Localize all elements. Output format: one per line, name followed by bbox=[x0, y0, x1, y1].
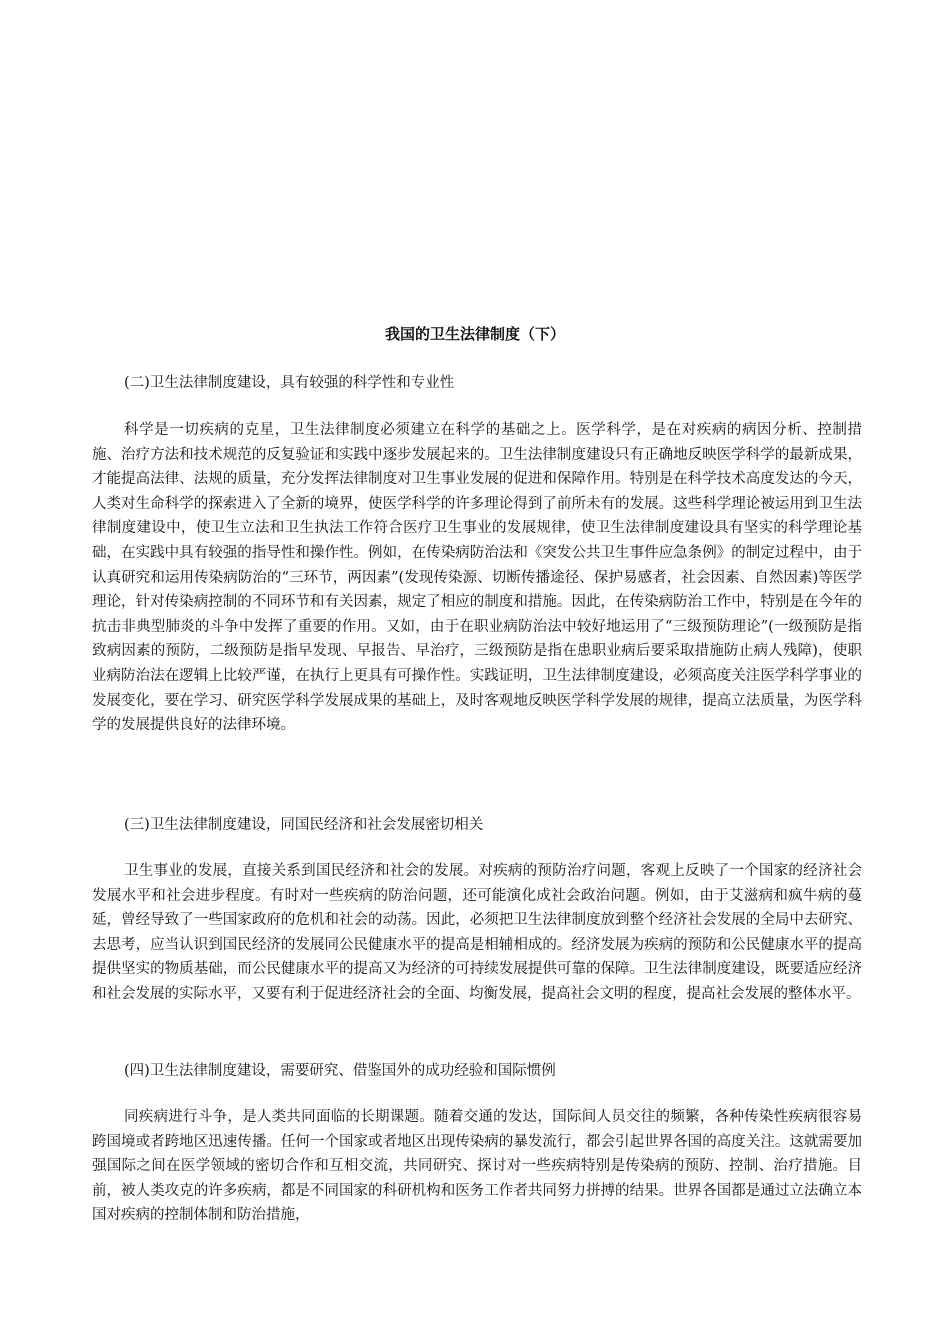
section-heading-4: (四)卫生法律制度建设，需要研究、借鉴国外的成功经验和国际惯例 bbox=[124, 1063, 556, 1079]
section-paragraph-4: 同疾病进行斗争，是人类共同面临的长期课题。随着交通的发达，国际间人员交往的频繁，各种传染性疾病很容易跨国境或者跨地区迅速传播。任何一个国家或者地区出现传染病的暴发流行，都会引起世界各国的高度关注。这就需要加强国际之间在医学领域的密切合作和互相交流，共同研究、探讨对一些疾病特别是传染病的预防、控制、治疗措施。目前，被人类攻克的许多疾病，都是不同国家的科研机构和医务工作者共同努力拼搏的结果。世界各国都是通过立法确立本国对疾病的控制体制和防治措施， bbox=[92, 1109, 862, 1224]
section-heading-2: (二)卫生法律制度建设，具有较强的科学性和专业性 bbox=[124, 375, 455, 391]
section-paragraph-3: 卫生事业的发展，直接关系到国民经济和社会的发展。对疾病的预防治疗问题，客观上反映了一个国家的经济社会发展水平和社会进步程度。有时对一些疾病的防治问题，还可能演化成社会政治问题。例如，由于艾滋病和疯牛病的蔓延，曾经导致了一些国家政府的危机和社会的动荡。因此，必须把卫生法律制度放到整个经济社会发展的全局中去研究、去思考，应当认识到国民经济的发展同公民健康水平的提高是相辅相成的。经济发展为疾病的预防和公民健康水平的提高提供坚实的物质基础，而公民健康水平的提高又为经济的可持续发展提供可靠的保障。卫生法律制度建设，既要适应经济和社会发展的实际水平，又要有利于促进经济社会的全面、均衡发展，提高社会文明的程度，提高社会发展的整体水平。 bbox=[92, 863, 862, 1002]
section-heading-3: (三)卫生法律制度建设，同国民经济和社会发展密切相关 bbox=[124, 817, 484, 833]
document-title: 我国的卫生法律制度（下） bbox=[384, 325, 565, 343]
section-paragraph-2: 科学是一切疾病的克星，卫生法律制度必须建立在科学的基础之上。医学科学，是在对疾病的病因分析、控制措施、治疗方法和技术规范的反复验证和实践中逐步发展起来的。卫生法律制度建设只有正确地反映医学科学的最新成果，才能提高法律、法规的质量，充分发挥法律制度对卫生事业发展的促进和保障作用。特别是在科学技术高度发达的今天，人类对生命科学的探索进入了全新的境界，使医学科学的许多理论得到了前所未有的发展。这些科学理论被运用到卫生法律制度建设中，使卫生立法和卫生执法工作符合医疗卫生事业的发展规律，使卫生法律制度建设具有坚实的科学理论基础，在实践中具有较强的指导性和操作性。例如，在传染病防治法和《突发公共卫生事件应急条例》的制定过程中，由于认真研究和运用传染病防治的“三环节，两因素”(发现传染源、切断传播途径、保护易感者，社会因素、自然因素)等医学理论，针对传染病控制的不同环节和有关因素，规定了相应的制度和措施。因此，在传染病防治工作中，特别是在今年的抗击非典型肺炎的斗争中发挥了重要的作用。又如，由于在职业病防治法中较好地运用了“三级预防理论”(一级预防是指致病因素的预防，二级预防是指早发现、早报告、早治疗，三级预防是指在患职业病后要采取措施防止病人残障)，使职业病防治法在逻辑上比较严谨，在执行上更具有可操作性。实践证明，卫生法律制度建设，必须高度关注医学科学事业的发展变化，要在学习、研究医学科学发展成果的基础上，及时客观地反映医学科学发展的规律，提高立法质量，为医学科学的发展提供良好的法律环境。 bbox=[92, 422, 862, 734]
